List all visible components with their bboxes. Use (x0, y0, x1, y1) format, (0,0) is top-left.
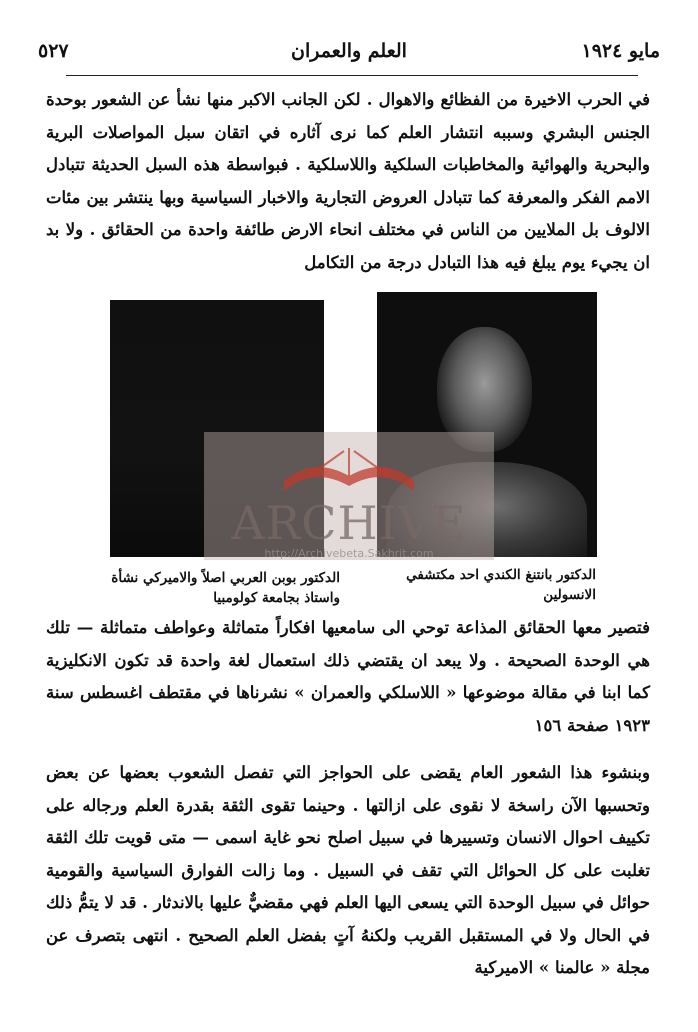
archive-watermark (204, 432, 494, 560)
page-header (38, 36, 660, 66)
watermark-text: ARCHIVE (231, 496, 467, 550)
caption-dr-banting: الدكتور بانتنغ الكندي احد مكتشفي الانسولين (406, 567, 596, 603)
header-rule (66, 75, 638, 76)
journal-title: العلم والعمران (291, 40, 407, 62)
paragraph-2: فتصير معها الحقائق المذاعة توحي الى سامعيها افكاراً متماثلة وعواطف متماثلة — تلك هي الوحدة الصحيحة . ولا يبعد ان يقتضي ذلك استعمال لغة واحدة قد تكون الانكليزية كما ابنا في مقالة موضوعها « اللاسلكي والعمران » نشرناها في مقتطف اغسطس سنة ١٩٢٣ صفحة ١٥٦ (46, 618, 650, 735)
issue-date: مايو ١٩٢٤ (581, 40, 660, 62)
page-number: ٥٢٧ (38, 40, 69, 62)
caption-dr-pupin: الدكتور بوبن العربي اصلاً والاميركي نشأة واستاذ بجامعة كولومبيا (111, 570, 340, 606)
paragraph-3: وبنشوء هذا الشعور العام يقضى على الحواجز التي تفصل الشعوب بعضها عن بعض وتحسبها الآن راسخة لا نقوى على ازالتها . وحينما تقوى الثقة بقدرة العلم ورجاله على تكييف احوال الانسان وتسييرها في سبيل اصلح نحو غاية اسمى — متى قويت تلك الثقة تغلبت على كل الحوائل التي تقف في السبيل . وما زالت الفوارق السياسية والقومية حوائل في سبيل الوحدة التي يسعى اليها العلم فهي مقضيٌّ عليها بالاندثار . قد لا يتمُّ ذلك في الحال ولا في المستقبل القريب ولكنهُ آتٍ بفضل العلم الصحيح . انتهى بتصرف عن مجلة « عالمنا » الاميركية (46, 763, 650, 977)
paragraph-1: في الحرب الاخيرة من الفظائع والاهوال . لكن الجانب الاكبر منها نشأ عن الشعور بوحدة الجنس البشري وسببه انتشار العلم كما نرى آثاره في اتقان سبل المواصلات البرية والبحرية والهوائية والمخاطبات السلكية واللاسلكية . فبواسطة هذه السبل الحديثة تتبادل الامم الفكر والمعرفة كما تتبادل العروض التجارية والاخبار السياسية وبها ينتشر بين مئات الالوف بل الملايين من الناس في مختلف انحاء الارض طائفة واحدة من الحقائق . ولا بد ان يجيء يوم يبلغ فيه هذا التبادل درجة من التكامل (46, 90, 650, 272)
watermark-url: http://Archivebeta.Sakhrit.com (264, 547, 434, 560)
book-logo-icon (274, 446, 424, 496)
